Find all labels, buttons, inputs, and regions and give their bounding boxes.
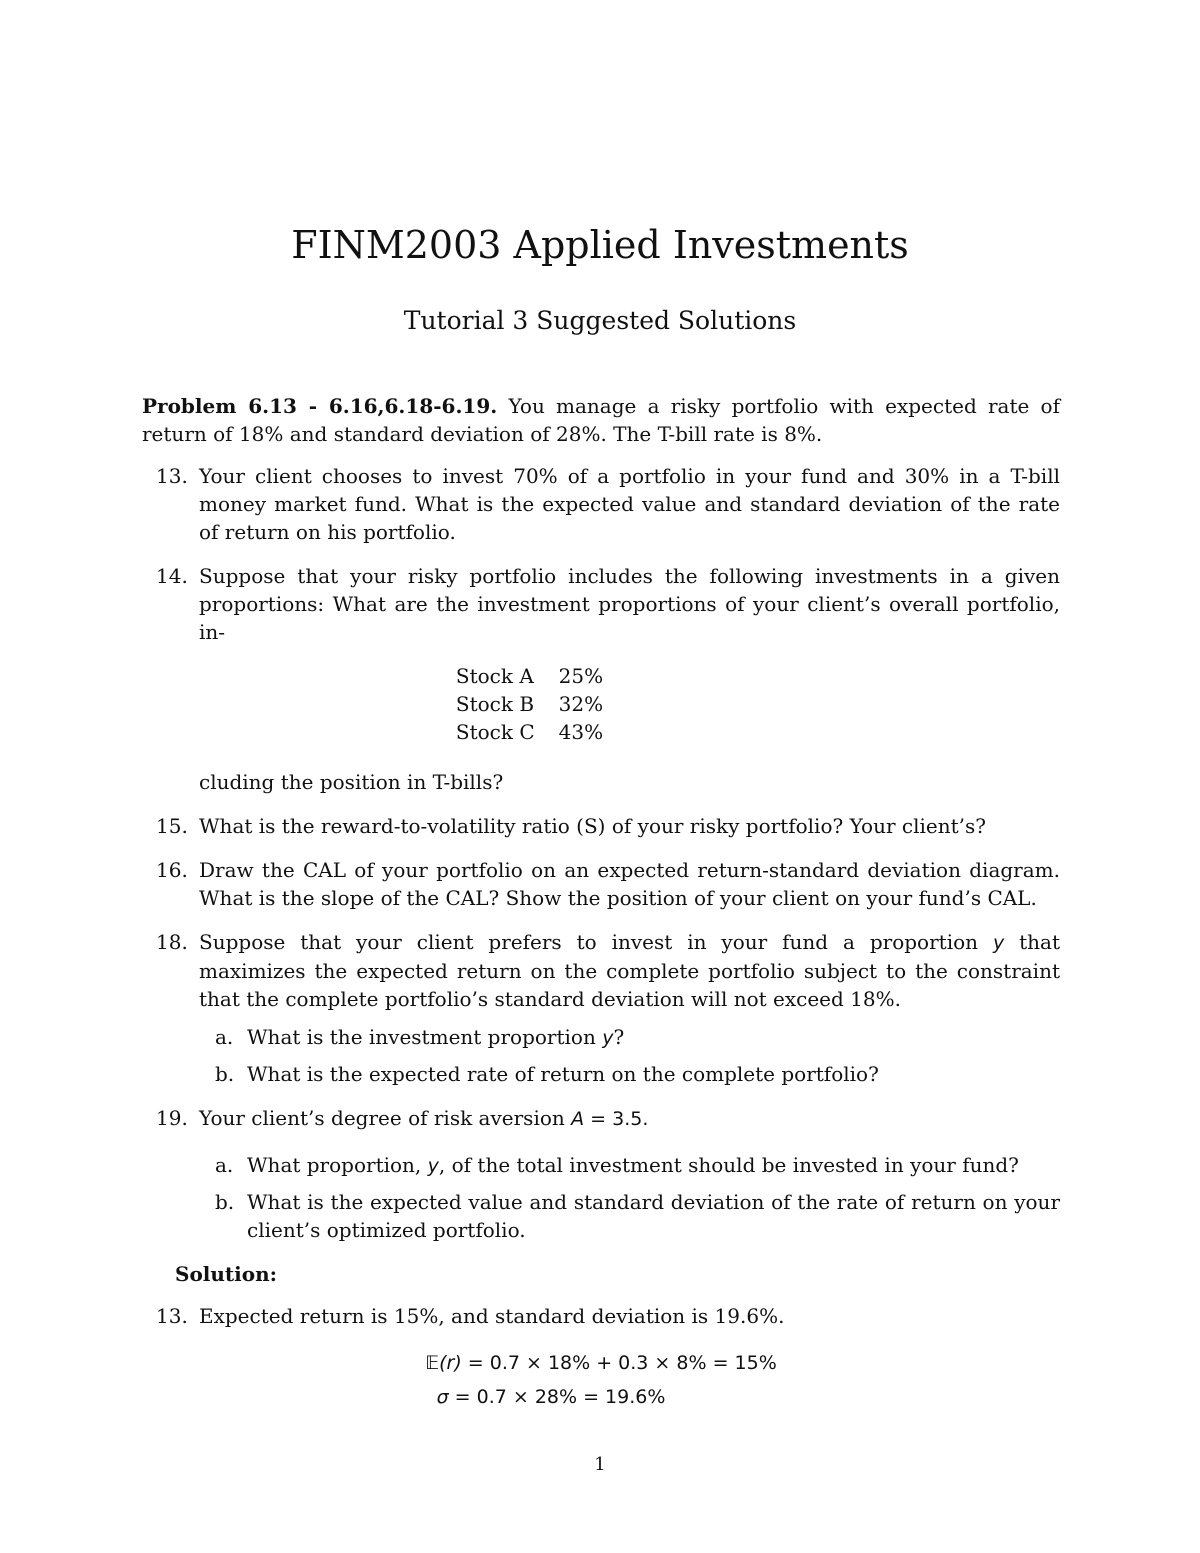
- question-13: [142, 462, 1060, 546]
- question-19a: [142, 1151, 1060, 1180]
- question-19b: [142, 1188, 1060, 1244]
- table-row: [444, 690, 615, 718]
- stock-name: Stock B: [455, 692, 535, 716]
- sub-text-before: What is the investment proportion: [247, 1025, 596, 1049]
- sub-text: What is the expected rate of return on the complete portfolio?: [247, 1062, 879, 1086]
- eq-lhs: 𝔼(r): [425, 1352, 462, 1374]
- question-16: [142, 856, 1060, 912]
- solution-heading: Solution:: [175, 1262, 278, 1286]
- page-title: FINM2003 Applied Investments: [291, 223, 909, 267]
- solution-equations: [142, 1346, 1060, 1414]
- solution-13: [142, 1302, 1060, 1330]
- sub-text: What is the expected value and standard deviation of the rate of return on your client’s optimized portfolio.: [247, 1190, 1060, 1242]
- sub-text-after: , of the total investment should be invested in your fund?: [438, 1153, 1019, 1177]
- question-text-before: Suppose that your client prefers to invest in your fund a proportion: [199, 930, 979, 954]
- question-number: 18.: [156, 930, 188, 954]
- solution-text: Expected return is 15%, and standard deviation is 19.6%.: [199, 1304, 785, 1328]
- sub-label: b.: [215, 1062, 235, 1086]
- stock-name: Stock C: [455, 720, 535, 744]
- eq-rhs: = 0.7 × 28% = 19.6%: [448, 1386, 666, 1408]
- question-number: 16.: [156, 858, 188, 882]
- eq-rhs: = 0.7 × 18% + 0.3 × 8% = 15%: [461, 1352, 777, 1374]
- question-continuation: cluding the position in T-bills?: [199, 770, 504, 794]
- sub-text-before: What proportion,: [247, 1153, 422, 1177]
- math-variable-a: A: [571, 1108, 585, 1130]
- problem-intro: [142, 392, 1060, 448]
- stock-name: Stock A: [455, 664, 534, 688]
- problem-label: Problem 6.13 - 6.16,6.18-6.19.: [142, 394, 498, 418]
- math-variable-y: y: [992, 932, 1005, 954]
- sub-label: a.: [215, 1025, 234, 1049]
- question-text: Your client’s degree of risk aversion: [199, 1106, 565, 1130]
- question-number: 19.: [156, 1106, 188, 1130]
- sub-label: a.: [215, 1153, 234, 1177]
- question-19: [142, 1104, 1060, 1244]
- stock-weight: 43%: [558, 720, 604, 744]
- question-18b: [142, 1060, 1060, 1088]
- problem-statement: You manage a risky portfolio with expected rate of return of 18% and standard deviation of 28%. The T-bill rate is 8%.: [142, 394, 1060, 446]
- question-text-after: that maximizes the expected return on the complete portfolio subject to the constraint that the complete portfolio’s standard deviation will not exceed 18%.: [199, 930, 1060, 1011]
- page-subtitle: Tutorial 3 Suggested Solutions: [403, 306, 797, 335]
- sub-label: b.: [215, 1190, 235, 1214]
- stock-weight: 25%: [558, 664, 604, 688]
- question-18a: [142, 1023, 1060, 1052]
- question-text: Suppose that your risky portfolio includes the following investments in a given proportions: What are the investment proportions of your client’s overall portfolio, in-: [199, 564, 1060, 644]
- question-14: [142, 562, 1060, 796]
- math-value: = 3.5.: [584, 1108, 649, 1130]
- question-number: 13.: [156, 464, 188, 488]
- equation-expected-return: [142, 1346, 1060, 1380]
- math-variable-y: y: [602, 1027, 614, 1049]
- question-number: 14.: [156, 564, 188, 588]
- table-row: [444, 662, 615, 690]
- stock-weight: 32%: [558, 692, 604, 716]
- eq-lhs: σ: [436, 1386, 449, 1408]
- question-15: [142, 812, 1060, 840]
- question-18: [142, 928, 1060, 1088]
- question-text: Your client chooses to invest 70% of a portfolio in your fund and 30% in a T-bill money market fund. What is the expected value and standard deviation of the rate of return on his portfolio.: [199, 464, 1060, 544]
- stock-proportions-table: [444, 662, 615, 746]
- document-body: [142, 392, 1060, 1414]
- table-row: [444, 718, 615, 746]
- question-text: Draw the CAL of your portfolio on an expected return-standard deviation diagram. What is the slope of the CAL? Show the position of your client on your fund’s CAL.: [199, 858, 1060, 910]
- question-number: 15.: [156, 814, 188, 838]
- equation-std-dev: [92, 1380, 1010, 1414]
- sub-text-after: ?: [613, 1025, 625, 1049]
- math-variable-y: y: [427, 1155, 439, 1177]
- page-number: 1: [594, 1454, 606, 1475]
- question-text: What is the reward-to-volatility ratio (S) of your risky portfolio? Your client’s?: [199, 814, 986, 838]
- solution-number: 13.: [156, 1304, 188, 1328]
